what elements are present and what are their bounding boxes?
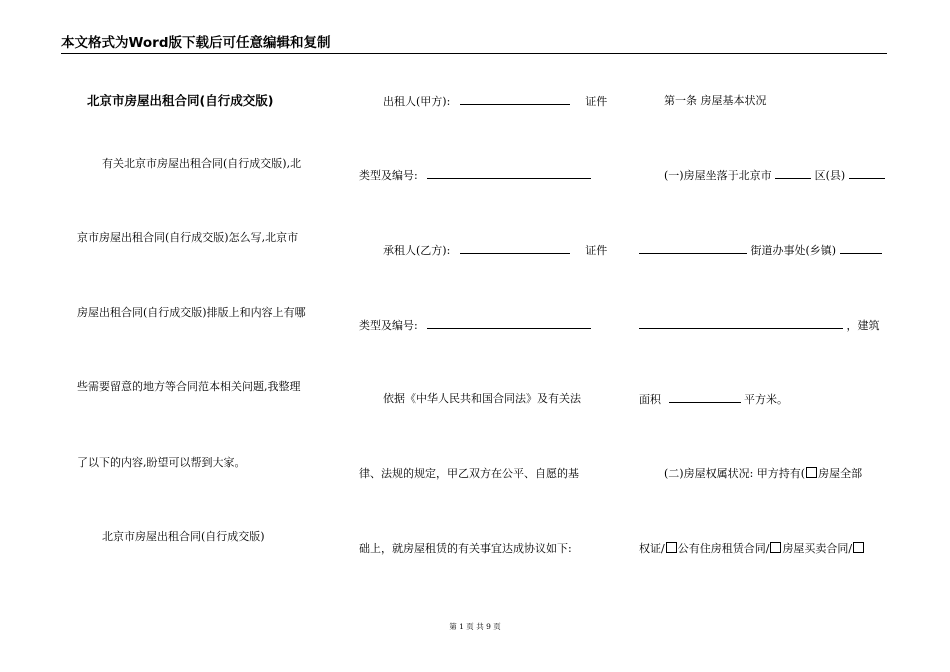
- lessor-label: 出租人(甲方):: [383, 95, 451, 108]
- cert-text-a: 权证/: [639, 542, 665, 555]
- basis-line-3: 础上，就房屋租赁的有关事宜达成协议如下:: [359, 542, 572, 555]
- address-line: [639, 318, 880, 333]
- cert-text-c: 房屋买卖合同/: [782, 542, 853, 555]
- article-1-heading: 第一条 房屋基本状况: [664, 94, 767, 107]
- id-label-2: 证件: [585, 244, 608, 257]
- ownership-line: [664, 467, 862, 481]
- type-no-blank-2: [427, 318, 591, 329]
- location-line: [664, 168, 885, 183]
- intro-line-1: 有关北京市房屋出租合同(自行成交版),北: [102, 157, 302, 170]
- intro-line-3: 房屋出租合同(自行成交版)排版上和内容上有哪: [77, 306, 306, 319]
- lessee-line: [383, 243, 607, 258]
- basis-line-2: 律、法规的规定，甲乙双方在公平、自愿的基: [359, 467, 579, 480]
- street-blank: [639, 243, 747, 254]
- document-header: 本文格式为Word版下载后可任意编辑和复制: [61, 34, 887, 54]
- township-blank: [840, 243, 882, 254]
- intro-line-4: 些需要留意的地方等合同范本相关问题,我整理: [77, 380, 301, 393]
- location-text-a: (一)房屋坐落于北京市: [664, 169, 772, 182]
- district-blank: [775, 168, 811, 179]
- checkbox-other[interactable]: [853, 542, 864, 553]
- type-no-blank-1: [427, 168, 591, 179]
- lessee-blank: [460, 243, 570, 254]
- ownership-text-b: 房屋全部: [818, 467, 863, 480]
- area-text-a: 面积: [639, 393, 661, 406]
- document-title: 北京市房屋出租合同(自行成交版): [87, 93, 274, 108]
- type-no-label-2: 类型及编号:: [359, 319, 418, 332]
- address-blank: [639, 318, 843, 329]
- street-line: [639, 243, 882, 258]
- id-label-1: 证件: [585, 95, 608, 108]
- street-text: 街道办事处(乡镇): [750, 244, 837, 257]
- type-no-label-1: 类型及编号:: [359, 169, 418, 182]
- area-blank: [669, 392, 741, 403]
- lessor-line: [383, 94, 607, 109]
- certificate-line: [639, 542, 865, 556]
- cert-text-b: 公有住房租赁合同/: [677, 542, 770, 555]
- area-line: [639, 392, 788, 407]
- lessor-blank: [460, 94, 570, 105]
- ownership-text-a: (二)房屋权属状况: 甲方持有(: [664, 467, 806, 480]
- type-no-line-2: [359, 318, 591, 333]
- page-number: 第 1 页 共 9 页: [449, 622, 501, 631]
- intro-line-2: 京市房屋出租合同(自行成交版)怎么写,北京市: [77, 231, 299, 244]
- location-text-b: 区(县): [814, 169, 846, 182]
- county-blank: [849, 168, 885, 179]
- build-text: ，建筑: [846, 319, 880, 332]
- basis-line-1: 依据《中华人民共和国合同法》及有关法: [383, 392, 581, 405]
- checkbox-purchase-contract[interactable]: [770, 542, 781, 553]
- contract-subtitle: 北京市房屋出租合同(自行成交版): [102, 530, 265, 543]
- checkbox-public-lease[interactable]: [666, 542, 677, 553]
- type-no-line-1: [359, 168, 591, 183]
- checkbox-full-ownership[interactable]: [806, 467, 817, 478]
- area-text-b: 平方米。: [744, 393, 788, 406]
- lessee-label: 承租人(乙方):: [383, 244, 451, 257]
- intro-line-5: 了以下的内容,盼望可以帮到大家。: [77, 456, 246, 469]
